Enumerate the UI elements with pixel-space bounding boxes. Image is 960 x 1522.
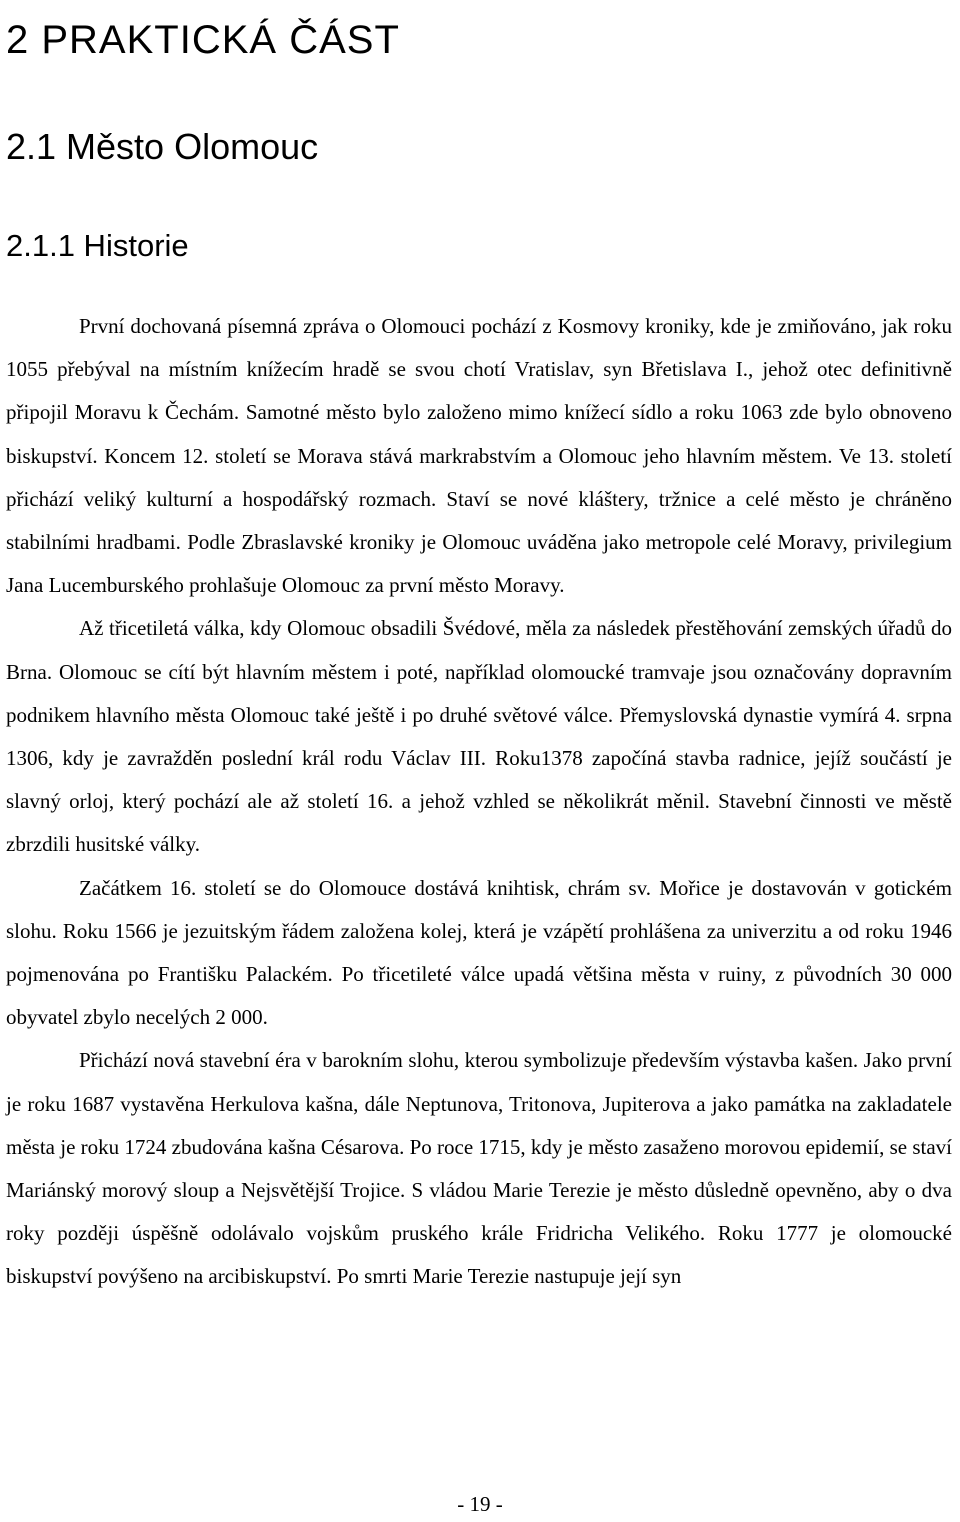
- paragraph: Přichází nová stavební éra v barokním slohu, kterou symbolizuje především výstavba kašen. Jako první je roku 1687 vystavěna Herkulova kašna, dále Neptunova, Tritonova, Jupiterova a jako památka na zakladatele města je roku 1724 zbudována kašna Césarova. Po roce 1715, kdy je město zasaženo morovou epidemií, se staví Mariánský morový sloup a Nejsvětější Trojice. S vládou Marie Terezie je město důsledně opevněno, aby o dva roky později úspěšně odolávalo vojskům pruského krále Fridricha Velikého. Roku 1777 je olomoucké biskupství povýšeno na arcibiskupství. Po smrti Marie Terezie nastupuje její syn: [6, 1048, 952, 1289]
- section-heading: 2.1 Město Olomouc: [6, 126, 319, 167]
- paragraph: První dochovaná písemná zpráva o Olomouci pochází z Kosmovy kroniky, kde je zmiňováno, jak roku 1055 přebýval na místním knížecím hradě se svou chotí Vratislav, syn Břetislava I., jehož otec definitivně připojil Moravu k Čechám. Samotné město bylo založeno mimo knížecí sídlo a roku 1063 zde bylo obnoveno biskupství. Koncem 12. století se Morava stává markrabstvím a Olomouc jeho hlavním městem. Ve 13. století přichází veliký kulturní a hospodářský rozmach. Staví se nové kláštery, tržnice a celé město je chráněno stabilními hradbami. Podle Zbraslavské kroniky je Olomouc uváděna jako metropole celé Moravy, privilegium Jana Lucemburského prohlašuje Olomouc za první město Moravy.: [6, 314, 952, 598]
- subsection-heading: 2.1.1 Historie: [6, 228, 189, 263]
- paragraph: Až třicetiletá válka, kdy Olomouc obsadili Švédové, měla za následek přestěhování zemských úřadů do Brna. Olomouc se cítí být hlavním městem i poté, například olomoucké tramvaje jsou označovány dopravním podnikem hlavního města Olomouc také ještě i po druhé světové válce. Přemyslovská dynastie vymírá 4. srpna 1306, kdy je zavražděn poslední král rodu Václav III. Roku1378 započíná stavba radnice, jejíž součástí je slavný orloj, který pochází ale až století 16. a jehož vzhled se několikrát měnil. Stavební činnosti ve městě zbrzdili husitské války.: [6, 616, 952, 857]
- body-text: [6, 305, 952, 1299]
- paragraph: Začátkem 16. století se do Olomouce dostává knihtisk, chrám sv. Mořice je dostavován v gotickém slohu. Roku 1566 je jezuitským řádem založena kolej, která je vzápětí prohlášena za univerzitu a od roku 1946 pojmenována po Františku Palackém. Po třicetileté válce upadá většina města v ruiny, z původních 30 000 obyvatel zbylo necelých 2 000.: [6, 875, 952, 1030]
- chapter-heading: 2 PRAKTICKÁ ČÁST: [6, 18, 400, 62]
- page-number: - 19 -: [457, 1492, 503, 1516]
